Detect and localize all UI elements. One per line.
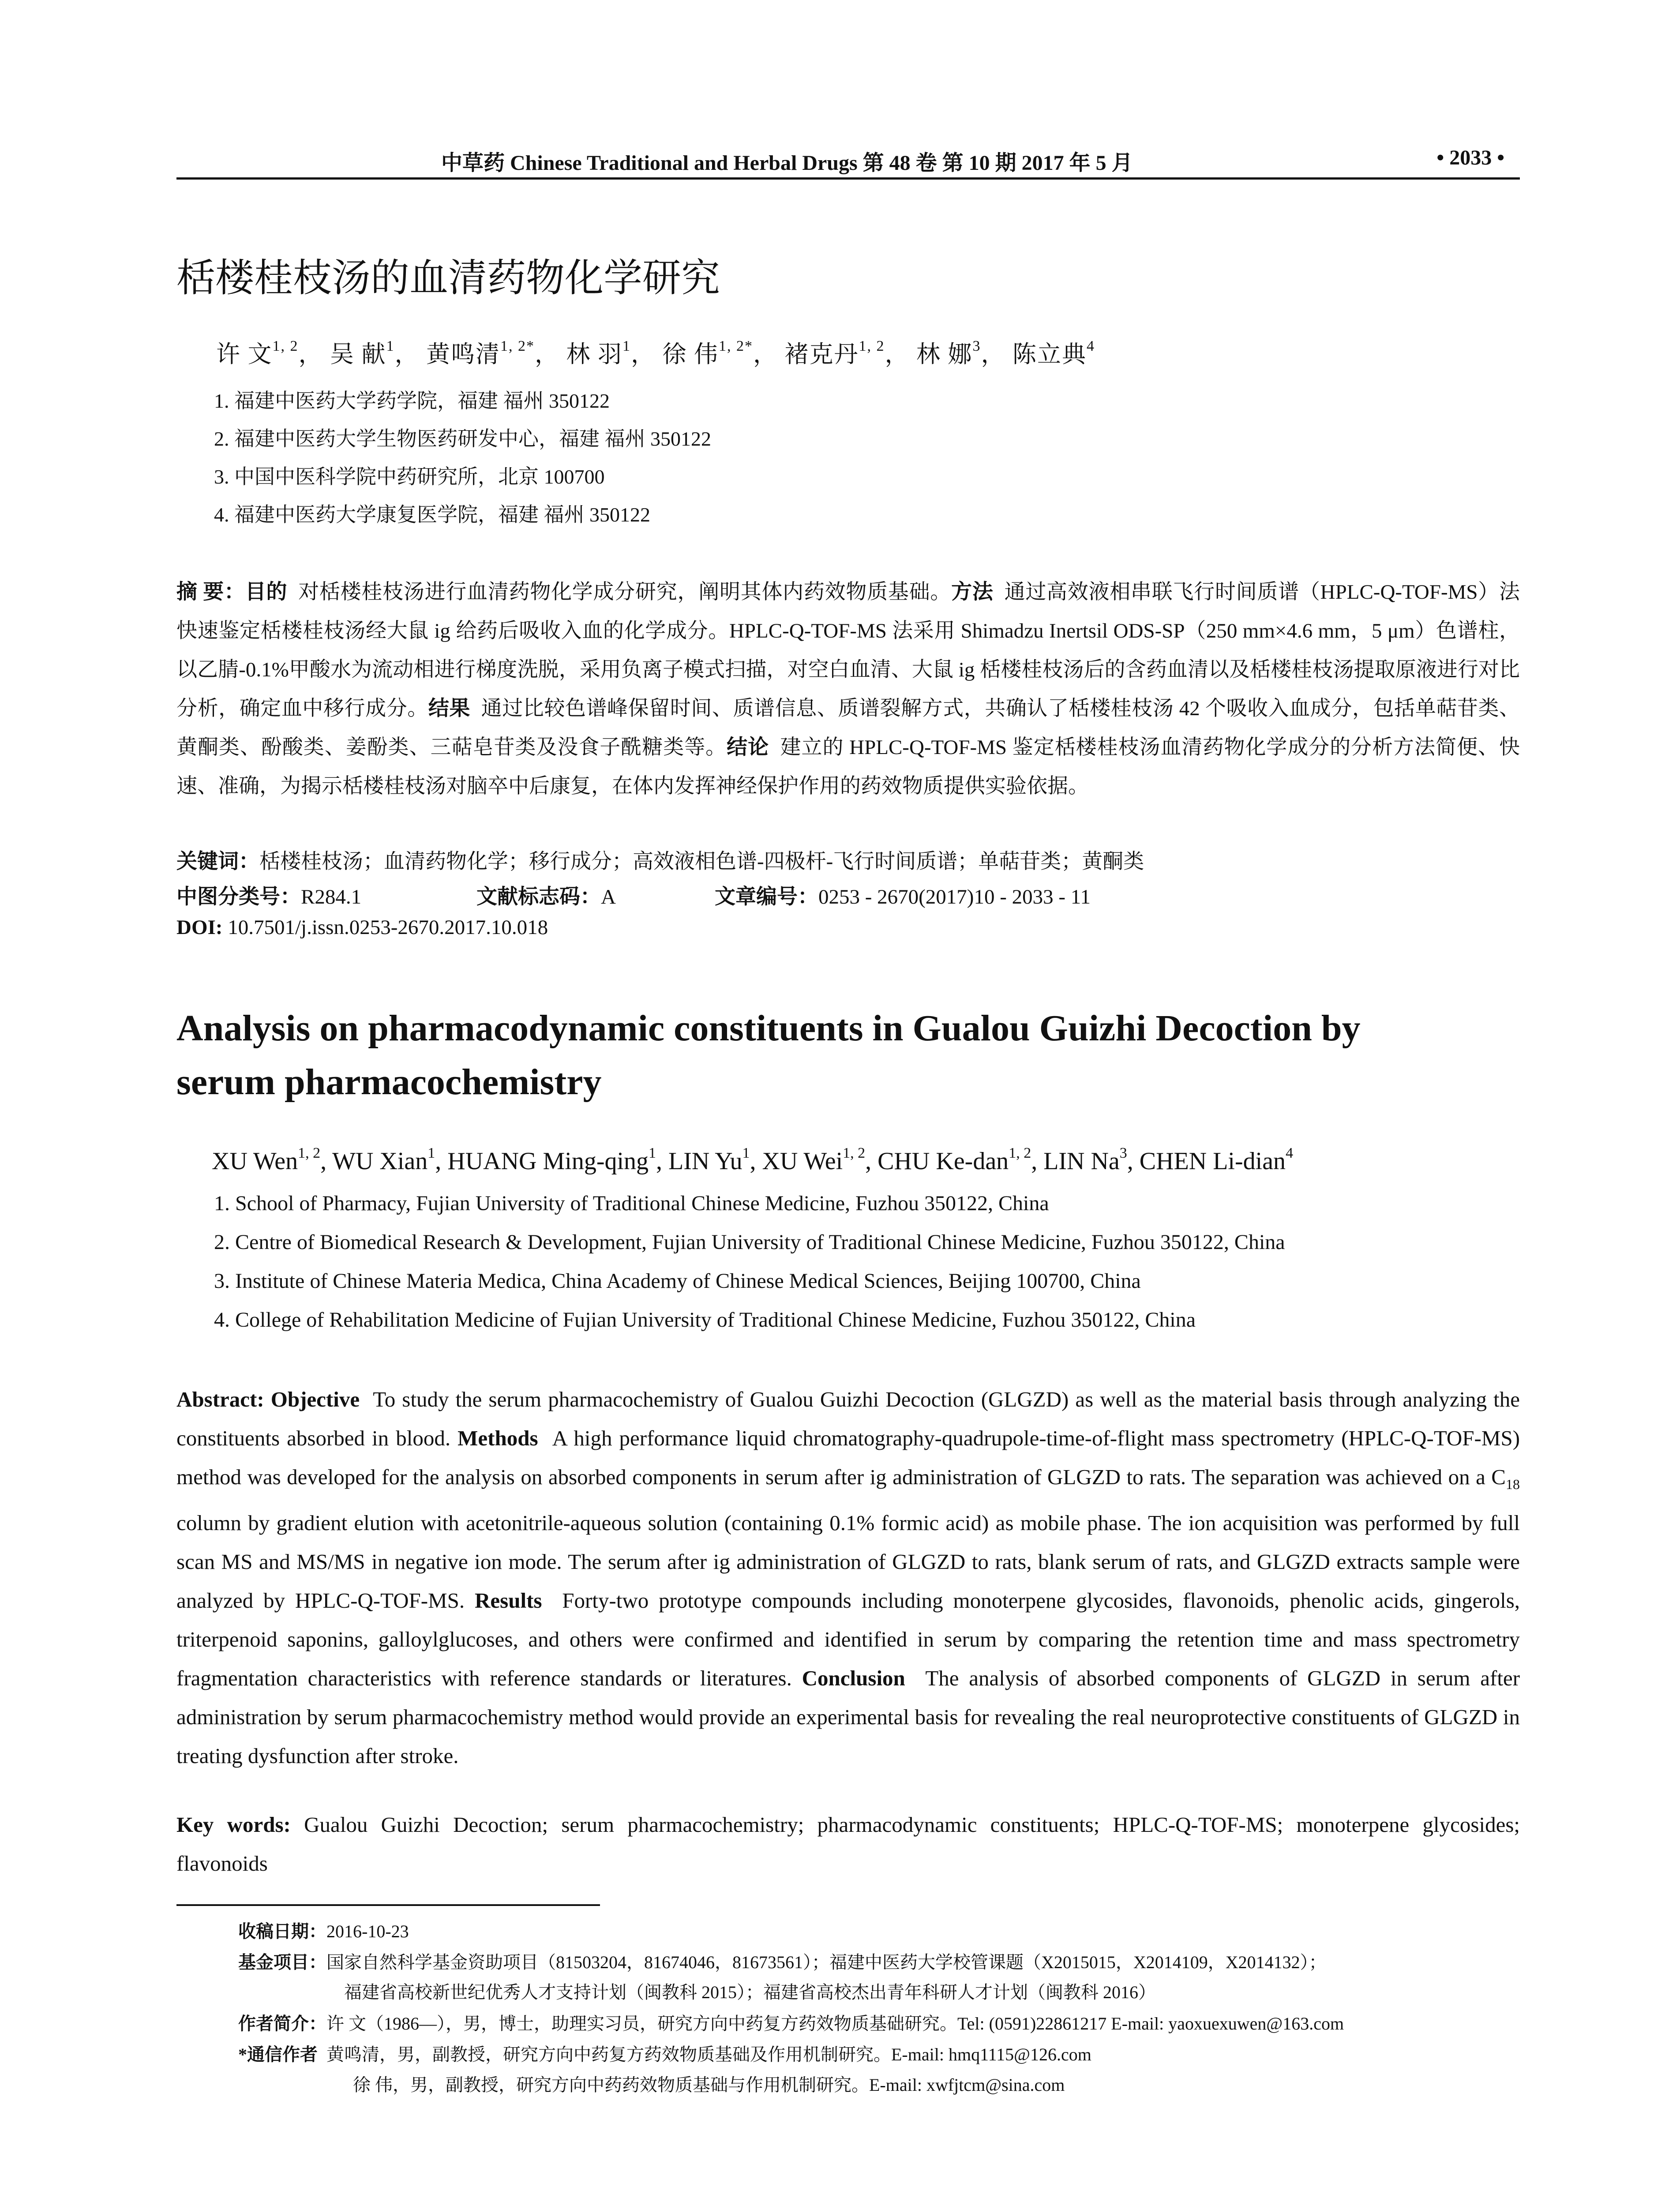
footnote-received: [238, 1917, 409, 1943]
footnote-rule: [176, 1904, 600, 1906]
author-cn: 黄鸣清$^{1, 2*}$: [426, 338, 535, 368]
received-date: 2016-10-23: [326, 1921, 409, 1941]
author-cn: 林 娜$^3$: [916, 338, 981, 368]
author-label: 作者简介：: [238, 2014, 326, 2033]
article-value: 0253 - 2670(2017)10 - 2033 - 11: [818, 885, 1091, 908]
conclusion-text: 建立的 HPLC-Q-TOF-MS 鉴定栝楼桂枝汤血清药物化学成分的分析方法简便、快速、准确，为揭示栝楼桂枝汤对脑卒中后康复，在体内发挥神经保护作用的药效物质提供实验依据。: [176, 736, 1520, 798]
corr-author-1: 黄鸣清，男，副教授，研究方向中药复方药效物质基础及作用机制研究。E-mail: hmq1115@126.com: [326, 2045, 1091, 2064]
keywords-label-en: Key words:: [176, 1812, 291, 1837]
corr-author-2: 徐 伟，男，副教授，研究方向中药药效物质基础与作用机制研究。E-mail: xwfjtcm@sina.com: [353, 2075, 1065, 2095]
doi: [176, 915, 548, 939]
affiliation-en: 2. Centre of Biomedical Research & Development, Fujian University of Traditional Chinese Medicine, Fuzhou 350122, China: [214, 1231, 1285, 1254]
keywords-label: 关键词：: [176, 850, 259, 873]
author-cn: 许 文$^{1, 2}$: [216, 338, 299, 368]
results-label: 结果: [428, 697, 470, 720]
objective-label: 目的: [245, 581, 288, 604]
keywords-cn: [176, 845, 1144, 874]
author-cn: 徐 伟$^{1, 2*}$: [662, 338, 753, 368]
author-cn: 林 羽$^1$: [566, 338, 631, 368]
received-label: 收稿日期：: [238, 1921, 326, 1941]
affiliation-en: 3. Institute of Chinese Materia Medica, China Academy of Chinese Medical Sciences, Beijing 100700, China: [214, 1269, 1141, 1293]
clc-value: R284.1: [301, 885, 362, 908]
methods-subscript: 18: [1506, 1476, 1520, 1492]
fund-label: 基金项目：: [238, 1952, 326, 1972]
author-en: CHEN Li-dian$^4$: [1139, 1145, 1294, 1175]
abstract-label-en: Abstract:: [176, 1387, 264, 1411]
results-label-en: Results: [475, 1588, 542, 1613]
footnote-author: [238, 2010, 1344, 2035]
corr-label: *通信作者: [238, 2045, 318, 2064]
article-number: [715, 880, 1091, 910]
clc-label: 中图分类号：: [176, 885, 301, 908]
methods-text: 通过高效液相串联飞行时间质谱（HPLC-Q-TOF-MS）法快速鉴定栝楼桂枝汤经大鼠 ig 给药后吸收入血的化学成分。HPLC-Q-TOF-MS 法采用 Shimadzu Inertsil ODS-SP（250 mm×4.6 mm，5 μm）色谱柱，以乙腈-0.1%甲酸水为流动相进行梯度洗脱，采用负离子模式扫描，对空白血清、大鼠 ig 栝楼桂枝汤后的含药血清以及栝楼桂枝汤提取原液进行对比分析，确定血中移行成分。: [176, 581, 1520, 720]
title-en-line: serum pharmacochemistry: [176, 1062, 602, 1103]
doc-label: 文献标志码：: [476, 885, 601, 908]
objective-label-en: Objective: [270, 1387, 360, 1411]
title-en-line: Analysis on pharmacodynamic constituents in Gualou Guizhi Decoction by: [176, 1008, 1361, 1049]
author-cn: 吴 献$^1$: [330, 338, 395, 368]
conclusion-label: 结论: [727, 736, 769, 759]
methods-text-en-cont: column by gradient elution with acetonitrile-aqueous solution (containing 0.1% formic acid) as mobile phase. The ion acquisition was performed by full scan MS and MS/MS in negative ion mode. The serum after ig administration of GLGZD to rats, blank serum of rats, and GLGZD extracts sample were analyzed by HPLC-Q-TOF-MS.: [176, 1510, 1520, 1613]
article-label: 文章编号：: [715, 885, 818, 908]
doc-value: A: [601, 885, 616, 908]
fund-line-2: 福建省高校新世纪优秀人才支持计划（闽教科 2015）；福建省高校杰出青年科研人才计划（闽教科 2016）: [344, 1982, 1156, 2002]
authors-cn: 许 文$^{1, 2}$， 吴 献$^1$， 黄鸣清$^{1, 2*}$， 林 羽$^1$， 徐 伟$^{1, 2*}$， 褚克丹$^{1, 2}$， 林 娜$^3$， 陈立典$^4$: [216, 338, 1095, 368]
author-en: WU Xian$^1$: [332, 1145, 435, 1175]
affiliation-cn: 3. 中国中医科学院中药研究所，北京 100700: [214, 465, 605, 488]
footnote-corresponding: [238, 2041, 1091, 2066]
abstract-en: [176, 1380, 1520, 1775]
doi-value: 10.7501/j.issn.0253-2670.2017.10.018: [228, 916, 548, 939]
abstract-label: 摘 要：: [176, 581, 245, 604]
methods-label: 方法: [951, 581, 994, 604]
classification-row: [176, 880, 361, 910]
footnote-fund: [238, 1948, 1327, 1973]
author-bio: 许 文（1986—），男，博士，助理实习员，研究方向中药复方药效物质基础研究。Tel: (0591)22861217 E-mail: yaoxuexuwen@163.com: [326, 2014, 1344, 2033]
keywords-text: 栝楼桂枝汤；血清药物化学；移行成分；高效液相色谱-四极杆-飞行时间质谱；单萜苷类；黄酮类: [259, 850, 1144, 873]
fund-line: 国家自然科学基金资助项目（81503204，81674046，81673561）；福建中医药大学校管课题（X2015015，X2014109，X2014132）；: [326, 1952, 1327, 1972]
author-en: LIN Yu$^1$: [668, 1145, 750, 1175]
conclusion-label-en: Conclusion: [802, 1666, 905, 1690]
doi-label: DOI:: [176, 916, 223, 939]
author-en: CHU Ke-dan$^{1, 2}$: [878, 1145, 1031, 1175]
affiliation-en: 4. College of Rehabilitation Medicine of Fujian University of Traditional Chinese Medicine, Fuzhou 350122, China: [214, 1308, 1196, 1332]
affiliation-en: 1. School of Pharmacy, Fujian University of Traditional Chinese Medicine, Fuzhou 350122, China: [214, 1192, 1049, 1215]
affiliation-cn: 2. 福建中医药大学生物医药研发中心，福建 福州 350122: [214, 428, 711, 450]
author-en: XU Wen$^{1, 2}$: [212, 1145, 321, 1175]
conclusion-text-en: The analysis of absorbed components of GLGZD in serum after administration by serum pharmacochemistry method would provide an experimental basis for revealing the real neuroprotective constituents of GLGZD in treating dysfunction after stroke.: [176, 1666, 1520, 1768]
title-cn: 栝楼桂枝汤的血清药物化学研究: [176, 255, 720, 300]
title-en: [176, 1002, 1520, 1109]
journal-citation: 中草药 Chinese Traditional and Herbal Drugs 第 48 卷 第 10 期 2017 年 5 月: [441, 151, 1133, 175]
objective-text-en: To study the serum pharmacochemistry of Gualou Guizhi Decoction (GLGZD) as well as the material basis through analyzing the constituents absorbed in blood.: [176, 1387, 1520, 1450]
author-cn: 陈立典$^4$: [1012, 338, 1095, 368]
author-cn: 褚克丹$^{1, 2}$: [784, 338, 885, 368]
objective-text: 对栝楼桂枝汤进行血清药物化学成分研究，阐明其体内药效物质基础。: [298, 581, 952, 604]
results-text: 通过比较色谱峰保留时间、质谱信息、质谱裂解方式，共确认了栝楼桂枝汤 42 个吸收入血成分，包括单萜苷类、黄酮类、酚酸类、姜酚类、三萜皂苷类及没食子酰糖类等。: [176, 697, 1520, 759]
affiliation-cn: 4. 福建中医药大学康复医学院，福建 福州 350122: [214, 503, 650, 526]
author-en: XU Wei$^{1, 2}$: [762, 1145, 866, 1175]
header-rule: [176, 177, 1520, 180]
page-number: • 2033 •: [1436, 146, 1504, 169]
running-header: [176, 146, 1520, 176]
keywords-en: [176, 1805, 1520, 1883]
abstract-cn: [176, 573, 1520, 806]
affiliation-cn: 1. 福建中医药大学药学院，福建 福州 350122: [214, 390, 610, 412]
methods-label-en: Methods: [458, 1426, 538, 1450]
methods-text-en: A high performance liquid chromatography-quadrupole-time-of-flight mass spectrometry (HPLC-Q-TOF-MS) method was developed for the analysis on absorbed components in serum after ig administration of GLGZD to rats. The separation was achieved on a C: [176, 1426, 1520, 1489]
results-text-en: Forty-two prototype compounds including monoterpene glycosides, flavonoids, phenolic acids, gingerols, triterpenoid saponins, galloylglucoses, and others were confirmed and identified in serum by comparing the retention time and mass spectrometry fragmentation characteristics with reference standards or literatures.: [176, 1588, 1520, 1690]
document-code: [476, 880, 616, 910]
author-en: LIN Na$^3$: [1043, 1145, 1127, 1175]
author-en: HUANG Ming-qing$^1$: [447, 1145, 656, 1175]
authors-en: XU Wen$^{1, 2}$, WU Xian$^1$, HUANG Ming-qing$^1$, LIN Yu$^1$, XU Wei$^{1, 2}$, CHU Ke-dan$^{1, 2}$, LIN Na$^3$, CHEN Li-dian$^4$: [212, 1145, 1294, 1175]
keywords-text-en: Gualou Guizhi Decoction; serum pharmacochemistry; pharmacodynamic constituents; HPLC-Q-TOF-MS; monoterpene glycosides; flavonoids: [176, 1812, 1520, 1876]
